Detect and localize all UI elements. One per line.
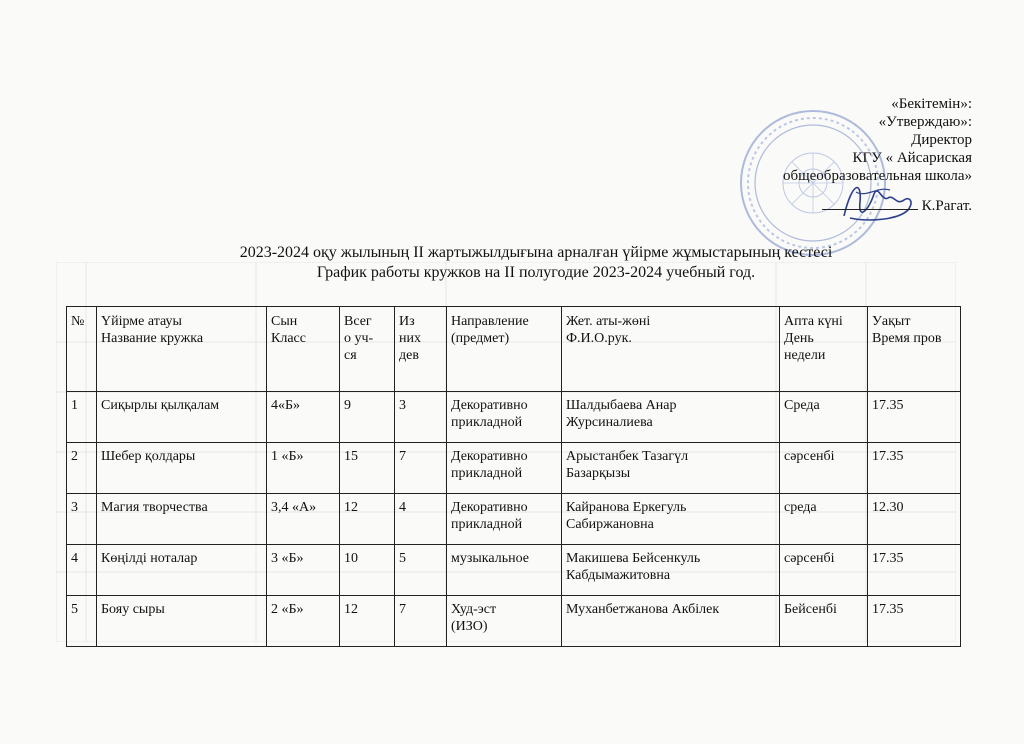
signatory-name: К.Рагат. (921, 198, 972, 214)
approval-organization: КГУ « Айсариская (852, 150, 972, 166)
cell-num: 4 (67, 545, 97, 596)
cell-total: 10 (340, 545, 395, 596)
cell-total: 15 (340, 443, 395, 494)
cell-direction: Декоративно прикладной (447, 494, 562, 545)
table-header-row (67, 307, 961, 392)
cell-class: 4«Б» (267, 392, 340, 443)
cell-club-name: Көңілді ноталар (97, 545, 267, 596)
cell-girls: 3 (395, 392, 447, 443)
cell-total: 12 (340, 596, 395, 647)
cell-girls: 7 (395, 596, 447, 647)
approval-block (783, 95, 972, 215)
cell-club-name: Сиқырлы қылқалам (97, 392, 267, 443)
cell-direction: Худ-эст (ИЗО) (447, 596, 562, 647)
cell-teacher: Арыстанбек Тазагүл Базарқызы (562, 443, 780, 494)
header-girls: Из них дев (395, 307, 447, 392)
table-row (67, 494, 961, 545)
header-class: Сын Класс (267, 307, 340, 392)
cell-direction: Декоративно прикладной (447, 392, 562, 443)
header-teacher: Жет. аты-жөні Ф.И.О.рук. (562, 307, 780, 392)
cell-time: 17.35 (868, 443, 961, 494)
cell-num: 3 (67, 494, 97, 545)
club-schedule-table (66, 306, 961, 647)
header-time: Уақыт Время пров (868, 307, 961, 392)
cell-time: 17.35 (868, 392, 961, 443)
cell-day: сәрсенбі (780, 545, 868, 596)
approval-kz: «Бекітемін»: (891, 96, 972, 112)
approval-position: Директор (911, 132, 972, 148)
cell-day: сәрсенбі (780, 443, 868, 494)
table-row (67, 443, 961, 494)
header-total-students: Всег о уч- ся (340, 307, 395, 392)
table-row (67, 392, 961, 443)
cell-class: 3,4 «А» (267, 494, 340, 545)
cell-girls: 4 (395, 494, 447, 545)
approval-organization-cont: общеобразовательная школа» (782, 168, 972, 184)
cell-total: 12 (340, 494, 395, 545)
cell-total: 9 (340, 392, 395, 443)
cell-teacher: Муханбетжанова Акбілек (562, 596, 780, 647)
approval-ru: «Утверждаю»: (878, 114, 972, 130)
title-kazakh: 2023-2024 оқу жылының ІІ жартыжылдығына арналған үйірме жұмыстарының кестесі (239, 244, 833, 261)
cell-club-name: Бояу сыры (97, 596, 267, 647)
table-row (67, 596, 961, 647)
cell-direction: Декоративно прикладной (447, 443, 562, 494)
title-russian: График работы кружков на ІІ полугодие 2023-2024 учебный год. (316, 264, 756, 281)
cell-direction: музыкальное (447, 545, 562, 596)
cell-class: 3 «Б» (267, 545, 340, 596)
cell-time: 12.30 (868, 494, 961, 545)
cell-girls: 5 (395, 545, 447, 596)
cell-class: 1 «Б» (267, 443, 340, 494)
header-num: № (67, 307, 97, 392)
cell-num: 1 (67, 392, 97, 443)
cell-club-name: Магия творчества (97, 494, 267, 545)
cell-class: 2 «Б» (267, 596, 340, 647)
cell-teacher: Шалдыбаева Анар Журсиналиева (562, 392, 780, 443)
cell-day: Среда (780, 392, 868, 443)
cell-club-name: Шебер қолдары (97, 443, 267, 494)
cell-time: 17.35 (868, 545, 961, 596)
cell-day: среда (780, 494, 868, 545)
cell-girls: 7 (395, 443, 447, 494)
document-title (0, 243, 1024, 283)
cell-num: 2 (67, 443, 97, 494)
cell-teacher: Макишева Бейсенкуль Кабдымажитовна (562, 545, 780, 596)
cell-num: 5 (67, 596, 97, 647)
header-day: Апта күні День недели (780, 307, 868, 392)
table-row (67, 545, 961, 596)
header-club-name: Үйірме атауы Название кружка (97, 307, 267, 392)
cell-teacher: Кайранова Еркегуль Сабиржановна (562, 494, 780, 545)
cell-time: 17.35 (868, 596, 961, 647)
cell-day: Бейсенбі (780, 596, 868, 647)
signature-line (822, 199, 918, 210)
header-direction: Направление (предмет) (447, 307, 562, 392)
